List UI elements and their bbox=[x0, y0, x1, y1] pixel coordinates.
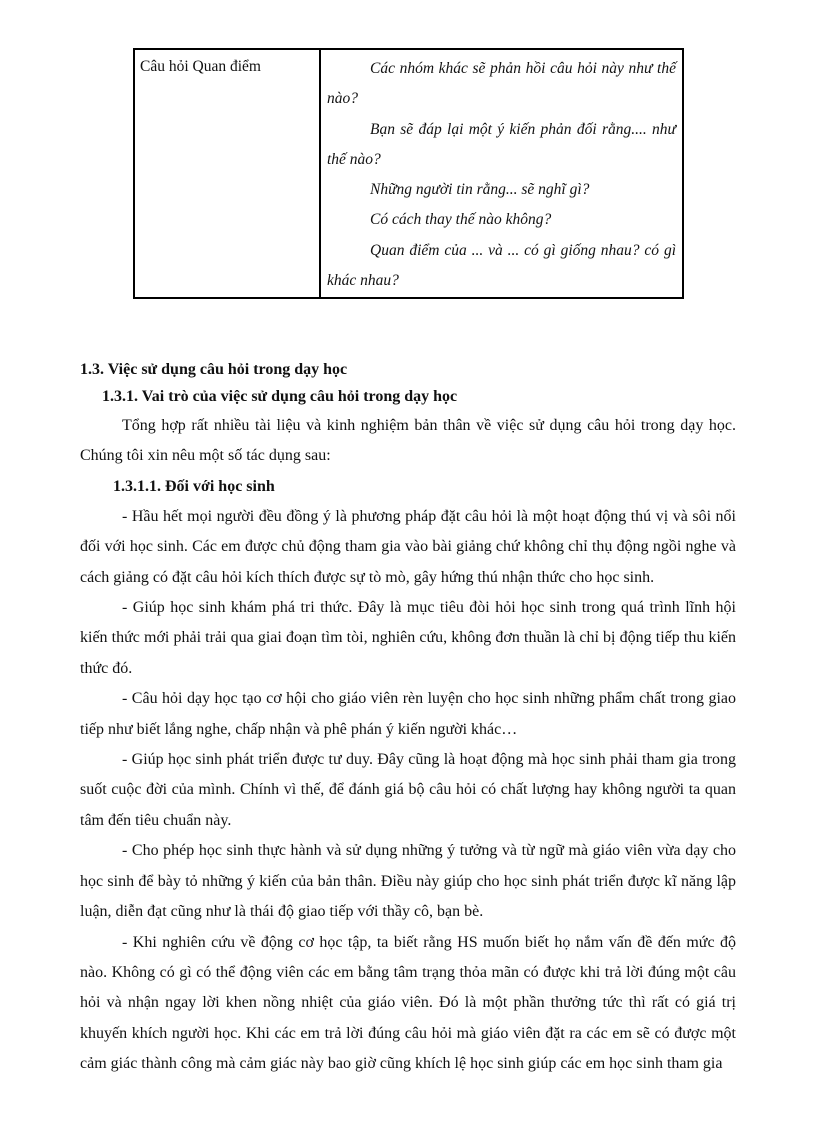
question-item: Các nhóm khác sẽ phản hồi câu hỏi này như thế nào? bbox=[327, 60, 676, 108]
document-body bbox=[80, 357, 736, 1080]
subsubsection-heading: 1.3.1.1. Đối với học sinh bbox=[113, 477, 275, 495]
question-type-label: Câu hỏi Quan điểm bbox=[140, 58, 261, 75]
intro-paragraph: Tổng hợp rất nhiều tài liệu và kinh nghiệm bản thân về việc sử dụng câu hỏi trong dạy học. Chúng tôi xin nêu một số tác dụng sau: bbox=[80, 417, 736, 465]
body-paragraph: - Hầu hết mọi người đều đồng ý là phương pháp đặt câu hỏi là một hoạt động thú vị và sôi nổi đối với học sinh. Các em được chủ động tham gia vào bài giảng chứ không chỉ thụ động ngồi nghe và cách giảng có đặt câu hỏi kích thích được sự tò mò, gây hứng thú nhận thức cho học sinh. bbox=[80, 507, 736, 586]
section-heading: 1.3. Việc sử dụng câu hỏi trong dạy học bbox=[80, 361, 348, 378]
body-paragraph: - Giúp học sinh khám phá tri thức. Đây là mục tiêu đòi hỏi học sinh trong quá trình lĩnh hội kiến thức mới phải trải qua giai đoạn tìm tòi, nghiên cứu, không đơn thuần là chỉ bị động tiếp thu kiến thức đó. bbox=[80, 599, 736, 677]
body-paragraph: - Cho phép học sinh thực hành và sử dụng những ý tưởng và từ ngữ mà giáo viên vừa dạy cho học sinh để bày tỏ những ý kiến của bản thân. Điều này giúp cho học sinh phát triển được kĩ năng lập luận, diễn đạt cũng như là thái độ giao tiếp với thầy cô, bạn bè. bbox=[80, 842, 736, 921]
question-item: Có cách thay thế nào không? bbox=[370, 211, 552, 229]
table-left-cell bbox=[135, 50, 321, 297]
subsection-heading: 1.3.1. Vai trò của việc sử dụng câu hỏi trong dạy học bbox=[102, 388, 458, 405]
body-paragraph: - Giúp học sinh phát triển được tư duy. Đây cũng là hoạt động mà học sinh phải tham gia trong suốt cuộc đời của mình. Chính vì thế, để đánh giá bộ câu hỏi có chất lượng hay không người ta quan tâm đến tiêu chuẩn này. bbox=[80, 751, 736, 829]
question-item: Bạn sẽ đáp lại một ý kiến phản đối rằng.... như thế nào? bbox=[327, 120, 676, 168]
question-item: Quan điểm của ... và ... có gì giống nhau? có gì khác nhau? bbox=[327, 241, 676, 290]
body-paragraph: - Câu hỏi dạy học tạo cơ hội cho giáo viên rèn luyện cho học sinh những phẩm chất trong giao tiếp như biết lắng nghe, chấp nhận và phê phán ý kiến người khác… bbox=[80, 690, 736, 738]
body-paragraph: - Khi nghiên cứu về động cơ học tập, ta biết rằng HS muốn biết họ nắm vấn đề đến mức độ nào. Không có gì có thể động viên các em bằng tâm trạng thỏa mãn có được khi trả lời đúng một câu hỏi và nhận ngay lời khen nồng nhiệt của giáo viên. Đó là một phần thưởng tức thì rất có giá trị khuyến khích người học. Khi các em trả lời đúng câu hỏi mà giáo viên đặt ra các em sẽ có được một cảm giác thành công mà cảm giác này bao giờ cũng khích lệ học sinh giúp các em học sinh tham gia bbox=[80, 933, 736, 1073]
question-item: Những người tin rằng... sẽ nghĩ gì? bbox=[370, 181, 590, 199]
table-right-cell bbox=[321, 50, 682, 297]
question-table bbox=[133, 48, 684, 299]
